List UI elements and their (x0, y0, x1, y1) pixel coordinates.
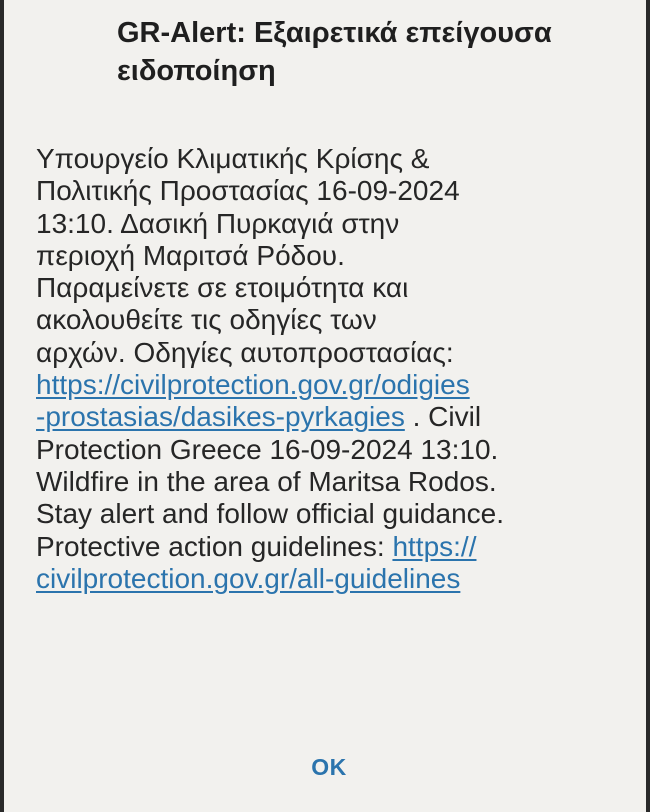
ok-button[interactable]: OK (311, 754, 347, 780)
message-line (36, 563, 636, 595)
message-text: . Civil (404, 401, 482, 433)
alert-title (117, 14, 637, 90)
message-line: 13:10. Δασική Πυρκαγιά στην (36, 207, 400, 239)
message-line: αρχών. Οδηγίες αυτοπροστασίας: (36, 336, 454, 368)
odigies-link-part-1[interactable]: https://civilprotection.gov.gr/odigies (36, 369, 470, 401)
message-line: Wildfire in the area of Maritsa Rodos. (36, 465, 497, 497)
alert-title-line-2: ειδοποίηση (117, 55, 276, 87)
message-line (36, 531, 636, 563)
message-line: Πολιτικής Προστασίας 16-09-2024 (36, 175, 460, 207)
message-line: Παραμείνετε σε ετοιμότητα και (36, 272, 409, 304)
message-line: Υπουργείο Κλιματικής Κρίσης & (36, 143, 430, 174)
alert-message (36, 143, 636, 595)
guidelines-link-part-2[interactable]: civilprotection.gov.gr/all-guidelines (36, 562, 461, 594)
message-line (36, 369, 636, 401)
message-text: Protective action guidelines: (36, 530, 393, 562)
alert-title-line-1: GR-Alert: Εξαιρετικά επείγουσα (117, 17, 552, 49)
odigies-link-part-2[interactable]: -prostasias/dasikes-pyrkagies (36, 401, 405, 433)
message-line: περιοχή Μαριτσά Ρόδου. (36, 239, 345, 271)
guidelines-link-part-1[interactable]: https:// (392, 530, 477, 562)
message-line: Stay alert and follow official guidance. (36, 498, 504, 530)
message-line: ακολουθείτε τις οδηγίες των (36, 304, 377, 336)
message-line: Protection Greece 16-09-2024 13:10. (36, 433, 499, 465)
message-line (36, 401, 636, 433)
